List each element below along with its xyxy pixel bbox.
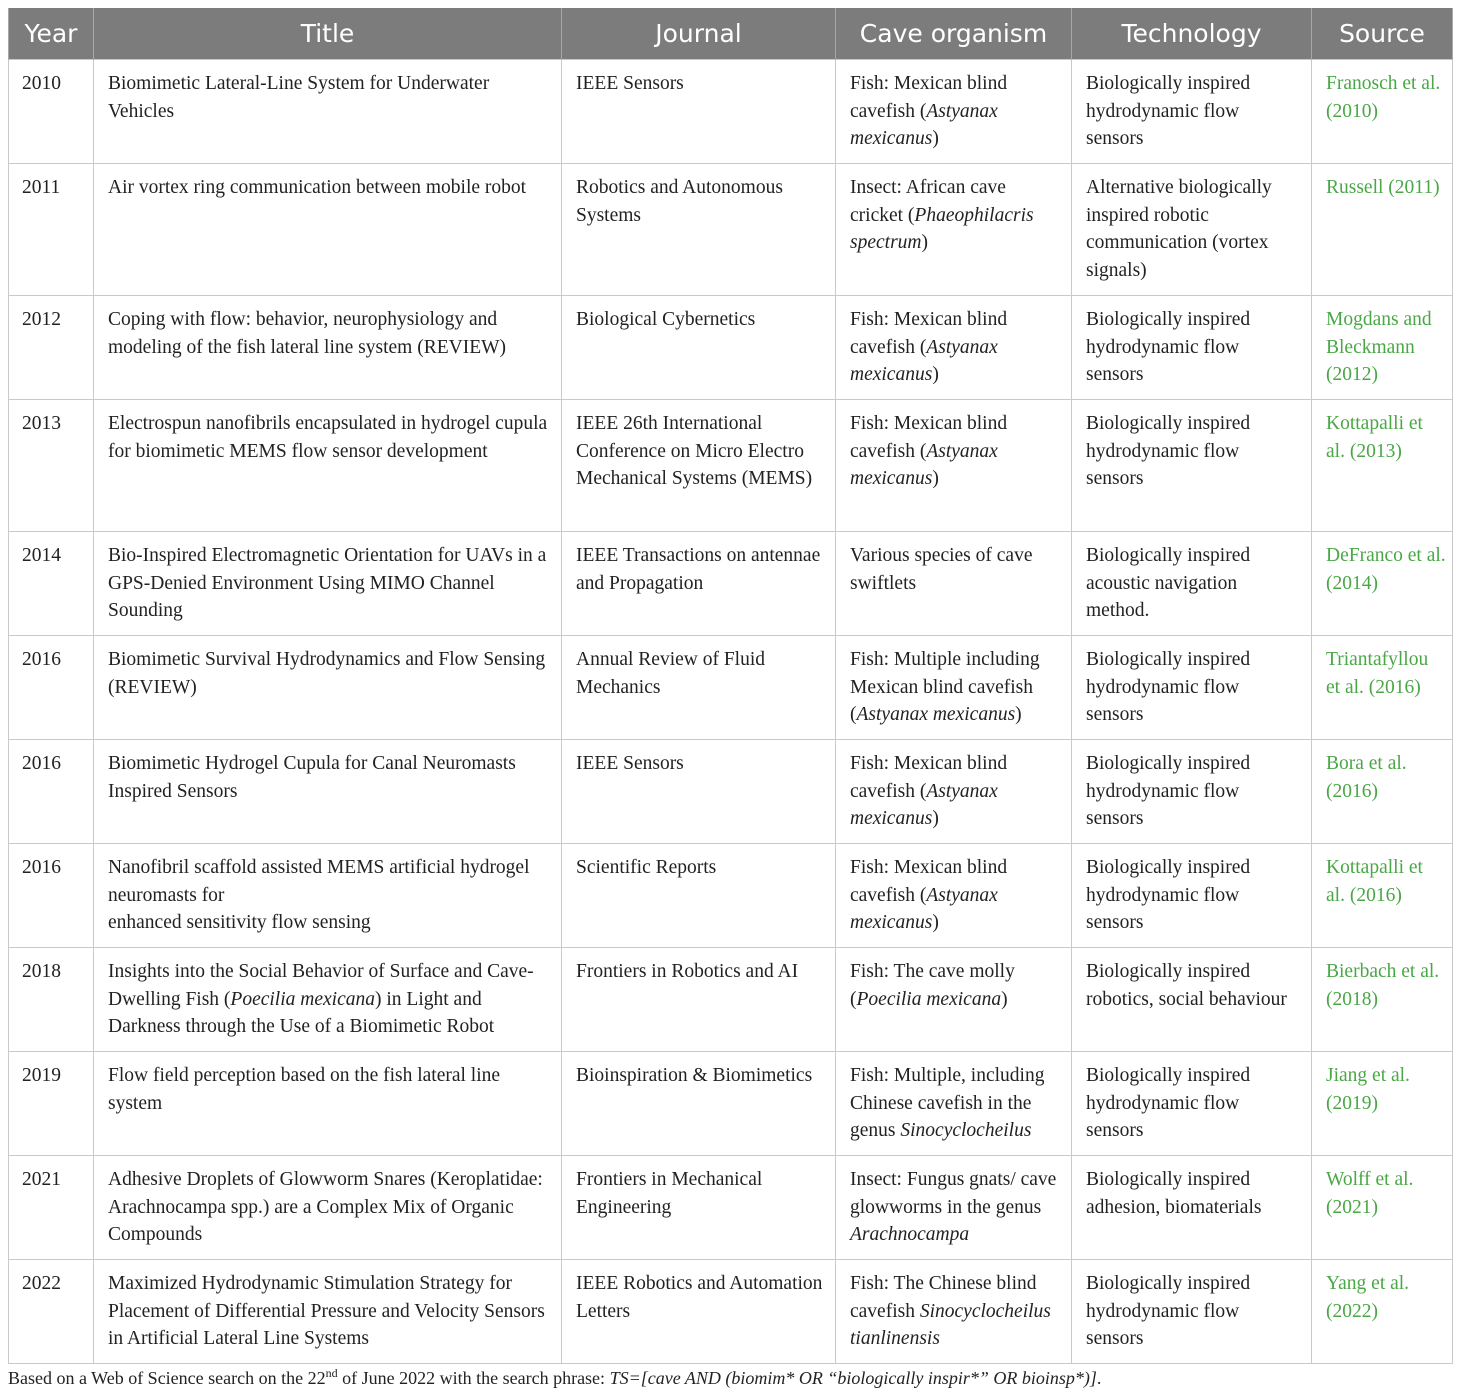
cell-journal: Robotics and Autonomous Systems <box>562 164 836 296</box>
source-link[interactable]: Triantafyllou et al. (2016) <box>1312 636 1453 740</box>
organism-species: Sinocyclocheilus <box>900 1120 1032 1142</box>
header-year: Year <box>9 8 94 60</box>
organism-text-end: ) <box>1015 704 1022 726</box>
header-technology: Technology <box>1072 8 1312 60</box>
title-line-2: enhanced sensitivity flow sensing <box>108 912 371 934</box>
cell-journal: IEEE Sensors <box>562 60 836 164</box>
title-text-end: ) in Light and Darkness through the Use of a Biomimetic Robot <box>108 988 495 1038</box>
cell-organism <box>836 296 1072 400</box>
cell-journal: Frontiers in Robotics and AI <box>562 948 836 1052</box>
cell-year: 2012 <box>9 296 94 400</box>
header-journal: Journal <box>562 8 836 60</box>
organism-text-end: ) <box>932 128 939 150</box>
table-row <box>9 948 1453 1052</box>
cell-title: Biomimetic Lateral-Line System for Underwater Vehicles <box>94 60 562 164</box>
cell-year: 2022 <box>9 1260 94 1364</box>
cell-title: Biomimetic Survival Hydrodynamics and Flow Sensing (REVIEW) <box>94 636 562 740</box>
header-row <box>9 8 1453 60</box>
cell-title: Flow field perception based on the fish lateral line system <box>94 1052 562 1156</box>
cell-technology: Biologically inspired hydrodynamic flow sensors <box>1072 400 1312 532</box>
cell-year: 2016 <box>9 844 94 948</box>
table-row <box>9 1156 1453 1260</box>
cell-journal: Biological Cybernetics <box>562 296 836 400</box>
organism-text-end: ) <box>932 912 939 934</box>
table-body <box>9 60 1453 1364</box>
cell-year: 2021 <box>9 1156 94 1260</box>
cell-title <box>94 844 562 948</box>
cell-year: 2014 <box>9 532 94 636</box>
cell-title: Biomimetic Hydrogel Cupula for Canal Neuromasts Inspired Sensors <box>94 740 562 844</box>
organism-text: Fish: Mexican blind cavefish ( <box>850 753 1008 802</box>
footnote-text: Based on a Web of Science search on the 22 <box>8 1368 326 1388</box>
organism-text-end: ) <box>932 468 939 490</box>
table-row <box>9 1052 1453 1156</box>
organism-text-end: ) <box>932 808 939 830</box>
organism-text: Various species of cave swiftlets <box>850 545 1033 594</box>
organism-species: Sinocyclocheilus tianlinensis <box>850 1300 1051 1350</box>
cell-technology: Biologically inspired robotics, social behaviour <box>1072 948 1312 1052</box>
cell-year: 2019 <box>9 1052 94 1156</box>
cell-organism <box>836 948 1072 1052</box>
header-title: Title <box>94 8 562 60</box>
source-link[interactable]: Bierbach et al. (2018) <box>1312 948 1453 1052</box>
title-line-1: Nanofibril scaffold assisted MEMS artificial hydrogel neuromasts for <box>108 857 530 906</box>
organism-text: Fish: Mexican blind cavefish ( <box>850 413 1008 462</box>
cell-technology: Biologically inspired hydrodynamic flow sensors <box>1072 844 1312 948</box>
organism-species: Astyanax mexicanus <box>856 704 1016 726</box>
table-row <box>9 740 1453 844</box>
cell-technology: Alternative biologically inspired robotic communication (vortex signals) <box>1072 164 1312 296</box>
organism-species: Phaeophilacris spectrum <box>850 204 1034 254</box>
organism-text: Fish: Mexican blind cavefish ( <box>850 309 1008 358</box>
source-link[interactable]: Mogdans and Bleckmann (2012) <box>1312 296 1453 400</box>
header-cave-organism: Cave organism <box>836 8 1072 60</box>
cell-title <box>94 948 562 1052</box>
table-row <box>9 844 1453 948</box>
cell-organism <box>836 740 1072 844</box>
organism-species: Astyanax mexicanus <box>850 884 998 934</box>
cell-year: 2016 <box>9 740 94 844</box>
cell-year: 2010 <box>9 60 94 164</box>
cell-organism <box>836 532 1072 636</box>
table-row <box>9 60 1453 164</box>
cell-technology: Biologically inspired hydrodynamic flow sensors <box>1072 60 1312 164</box>
cell-title: Coping with flow: behavior, neurophysiology and modeling of the fish lateral line system (REVIEW) <box>94 296 562 400</box>
cell-journal: IEEE Transactions on antennae and Propagation <box>562 532 836 636</box>
organism-species: Poecilia mexicana <box>856 988 1002 1010</box>
table-row <box>9 400 1453 532</box>
cell-organism <box>836 636 1072 740</box>
cell-technology: Biologically inspired acoustic navigation method. <box>1072 532 1312 636</box>
title-species: Poecilia mexicana <box>230 988 375 1010</box>
organism-species: Astyanax mexicanus <box>850 100 998 150</box>
cell-organism <box>836 164 1072 296</box>
source-link[interactable]: Wolff et al. (2021) <box>1312 1156 1453 1260</box>
organism-species: Astyanax mexicanus <box>850 440 998 490</box>
cell-technology: Biologically inspired hydrodynamic flow sensors <box>1072 636 1312 740</box>
cell-year: 2016 <box>9 636 94 740</box>
cell-organism <box>836 400 1072 532</box>
source-link[interactable]: Russell (2011) <box>1312 164 1453 296</box>
organism-text: Fish: The cave molly ( <box>850 961 1015 1010</box>
cell-journal: IEEE Sensors <box>562 740 836 844</box>
organism-text: Fish: The Chinese blind cavefish <box>850 1273 1037 1322</box>
footnote-search-phrase: TS=[cave AND (biomim* OR “biologically inspir*” OR bioinsp*)] <box>609 1368 1097 1388</box>
source-link[interactable]: Bora et al. (2016) <box>1312 740 1453 844</box>
cell-title: Air vortex ring communication between mobile robot <box>94 164 562 296</box>
source-link[interactable]: Franosch et al. (2010) <box>1312 60 1453 164</box>
footnote-text-mid: of June 2022 with the search phrase: <box>337 1368 610 1388</box>
organism-text: Fish: Multiple, including Chinese cavefish in the genus <box>850 1065 1045 1142</box>
table-row <box>9 1260 1453 1364</box>
cell-year: 2011 <box>9 164 94 296</box>
title-text: Insights into the Social Behavior of Surface and Cave-Dwelling Fish ( <box>108 961 534 1010</box>
footnote-text-end: . <box>1096 1368 1102 1388</box>
header-source: Source <box>1312 8 1453 60</box>
cell-year: 2013 <box>9 400 94 532</box>
organism-species: Astyanax mexicanus <box>850 336 998 386</box>
cell-journal: IEEE Robotics and Automation Letters <box>562 1260 836 1364</box>
cell-title: Adhesive Droplets of Glowworm Snares (Keroplatidae: Arachnocampa spp.) are a Complex Mix of Organic Compounds <box>94 1156 562 1260</box>
cell-technology: Biologically inspired hydrodynamic flow sensors <box>1072 1052 1312 1156</box>
organism-species: Astyanax mexicanus <box>850 780 998 830</box>
cell-journal: Bioinspiration & Biomimetics <box>562 1052 836 1156</box>
cell-organism <box>836 1156 1072 1260</box>
table-row <box>9 164 1453 296</box>
cell-title: Electrospun nanofibrils encapsulated in hydrogel cupula for biomimetic MEMS flow sensor development <box>94 400 562 532</box>
source-link[interactable]: Yang et al. (2022) <box>1312 1260 1453 1364</box>
cell-journal: Frontiers in Mechanical Engineering <box>562 1156 836 1260</box>
cell-title: Bio-Inspired Electromagnetic Orientation for UAVs in a GPS-Denied Environment Using MIMO Channel Sounding <box>94 532 562 636</box>
cell-organism <box>836 1260 1072 1364</box>
cell-technology: Biologically inspired hydrodynamic flow sensors <box>1072 740 1312 844</box>
cell-technology: Biologically inspired adhesion, biomaterials <box>1072 1156 1312 1260</box>
organism-text: Fish: Multiple including Mexican blind cavefish ( <box>850 649 1040 726</box>
table-header <box>9 8 1453 60</box>
source-link[interactable]: Kottapalli et al. (2013) <box>1312 400 1453 532</box>
cell-technology: Biologically inspired hydrodynamic flow sensors <box>1072 296 1312 400</box>
table-row <box>9 296 1453 400</box>
organism-text-end: ) <box>921 232 928 254</box>
organism-text: Insect: African cave cricket ( <box>850 177 1006 226</box>
cell-year: 2018 <box>9 948 94 1052</box>
organism-text: Insect: Fungus gnats/ cave glowworms in the genus <box>850 1169 1057 1218</box>
footnote-ordinal: nd <box>325 1366 338 1380</box>
cell-journal: Annual Review of Fluid Mechanics <box>562 636 836 740</box>
cell-organism <box>836 844 1072 948</box>
table-row <box>9 532 1453 636</box>
cell-organism <box>836 60 1072 164</box>
source-link[interactable]: DeFranco et al. (2014) <box>1312 532 1453 636</box>
cell-organism <box>836 1052 1072 1156</box>
cell-title: Maximized Hydrodynamic Stimulation Strategy for Placement of Differential Pressure and Velocity Sensors in Artificial Lateral Line Systems <box>94 1260 562 1364</box>
organism-species: Arachnocampa <box>850 1224 970 1246</box>
table-row <box>9 636 1453 740</box>
table-container <box>8 8 1452 1364</box>
source-link[interactable]: Jiang et al. (2019) <box>1312 1052 1453 1156</box>
organism-text: Fish: Mexican blind cavefish ( <box>850 857 1008 906</box>
organism-text-end: ) <box>1001 988 1008 1010</box>
cell-technology: Biologically inspired hydrodynamic flow sensors <box>1072 1260 1312 1364</box>
organism-text-end: ) <box>932 364 939 386</box>
literature-table <box>8 8 1453 1364</box>
source-link[interactable]: Kottapalli et al. (2016) <box>1312 844 1453 948</box>
table-footnote <box>8 1366 1452 1389</box>
cell-journal: IEEE 26th International Conference on Micro Electro Mechanical Systems (MEMS) <box>562 400 836 532</box>
cell-journal: Scientific Reports <box>562 844 836 948</box>
organism-text: Fish: Mexican blind cavefish ( <box>850 73 1008 122</box>
